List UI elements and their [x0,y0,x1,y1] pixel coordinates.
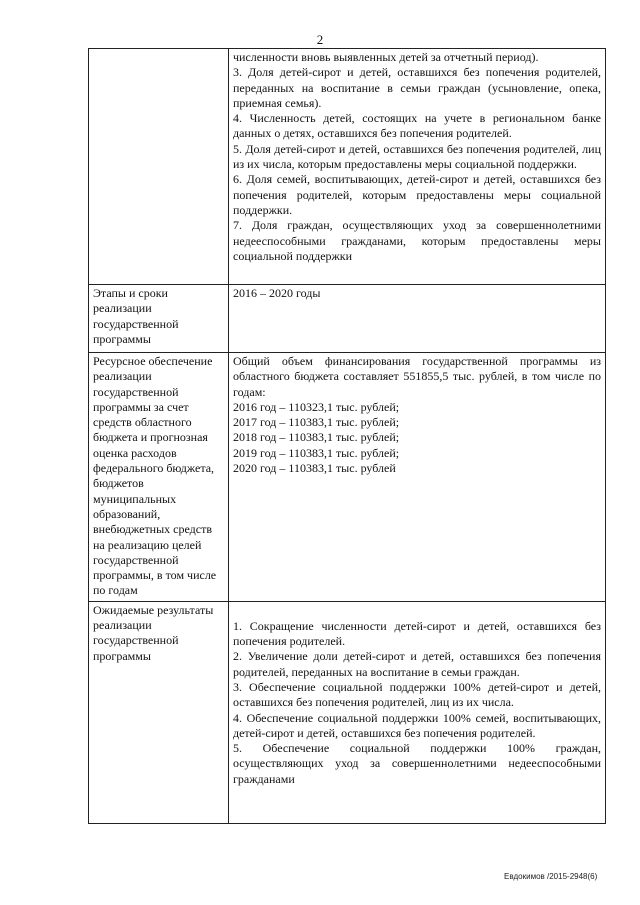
page-number: 2 [316,32,324,47]
target-indicator-item: 5. Доля детей-сирот и детей, оставшихся без попечения родителей, лиц из их числа, которым предоставлены меры социальной поддержки. [233,141,601,172]
expected-result-item: 1. Сокращение численности детей-сирот и детей, оставшихся без попечения родителей. [233,618,601,649]
funding-year-item: 2017 год – 110383,1 тыс. рублей; [233,415,400,430]
funding-year-item: 2019 год – 110383,1 тыс. рублей; [233,445,400,460]
row-resource-provision [89,353,606,602]
target-indicator-item: численности вновь выявленных детей за отчетный период). [233,50,539,64]
funding-year-item: 2020 год – 110383,1 тыс. рублей [233,461,396,476]
results-content [229,601,606,823]
target-indicator-item: 7. Доля граждан, осуществляющих уход за совершеннолетними недееспособными гражданами, которым предоставлены меры социальной поддержки [233,218,601,263]
funding-year-item: 2018 год – 110383,1 тыс. рублей; [233,430,400,445]
stages-label: Этапы и сроки реализации государственной программы [89,285,229,353]
expected-result-item: 5. Обеспечение социальной поддержки 100% граждан, осуществляющих уход за совершеннолетними недееспособными гражданами [233,741,601,786]
funding-total: Общий объем финансирования государственной программы из областного бюджета составляет 551855,5 тыс. рублей, в том числе по годам: [233,354,601,399]
results-label: Ожидаемые результаты реализации государственной программы [89,601,229,823]
expected-result-item: 2. Увеличение доли детей-сирот и детей, оставшихся без попечения родителей, переданных на воспитание в семьи граждан. [233,649,601,679]
target-indicator-item: 3. Доля детей-сирот и детей, оставшихся без попечения родителей, переданных на воспитание в семьи граждан (усыновление, опека, приемная семья). [233,65,601,110]
target-indicators-label [89,49,229,285]
row-target-indicators [89,49,606,285]
resources-content [229,353,606,602]
target-indicators-content [229,49,606,285]
resources-label: Ресурсное обеспечение реализации государственной программы за счет средств областного бюджета и прогнозная оценка расходов федерального бюджета, бюджетов муниципальных образований, внебюджетных средств на реализацию целей государственной программы, в том числе по годам [89,353,229,602]
stages-value: 2016 – 2020 годы [229,285,606,353]
expected-result-item: 4. Обеспечение социальной поддержки 100% семей, воспитывающих, детей-сирот и детей, оставшихся без попечения родителей. [233,710,601,740]
expected-result-item: 3. Обеспечение социальной поддержки 100% детей-сирот и детей, оставшихся без попечения родителей, лиц из их числа. [233,679,601,710]
funding-year-item: 2016 год – 110323,1 тыс. рублей; [233,399,400,414]
target-indicator-item: 4. Численность детей, состоящих на учете в региональном банке данных о детях, оставшихся без попечения родителей. [233,111,601,141]
row-expected-results [89,601,606,823]
program-passport-table [88,48,606,824]
target-indicator-item: 6. Доля семей, воспитывающих, детей-сирот и детей, оставшихся без попечения родителей, которым предоставлены меры социальной поддержки. [233,172,601,217]
row-stages-and-terms [89,285,606,353]
document-code: Евдокимов /2015-2948(6) [504,872,598,881]
